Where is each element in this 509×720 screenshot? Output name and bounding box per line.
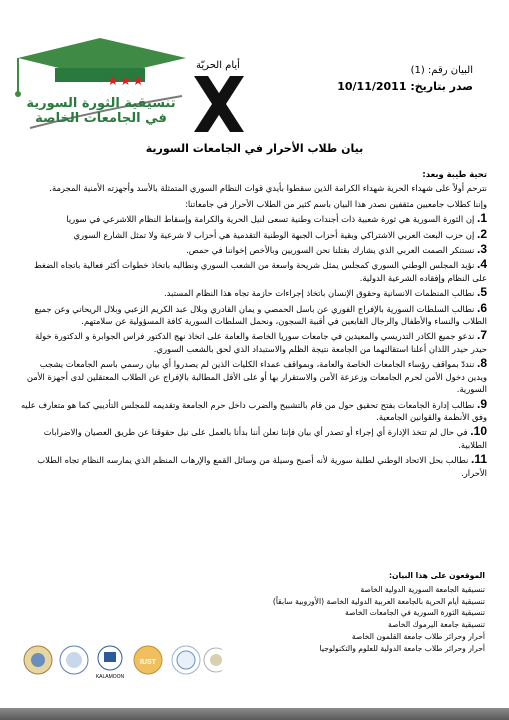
bottom-bar [0,708,509,720]
org-name [20,96,182,126]
demand-text: إن الثورة السورية هي ثورة شعبية ذات أجندات وطنية تسعى لنيل الحرية والكرامة وإسقاط النظام اللاشرعي في سوريا [66,214,475,225]
freedom-x-icon [194,76,244,132]
document-title: بيان طلاب الأحرار في الجامعات السورية [145,142,364,155]
logo-kalamoon-text: KALAMOON [95,674,125,680]
demand-text: نستنكر الصمت العربي الذي يشارك بقتلنا نحن السوريين وبالأخص إخواننا في حمص. [186,245,475,256]
logo-5-icon [172,646,200,674]
demand-item [20,302,487,328]
intro-paragraph-2: وإننا كطلاب جامعيين مثقفين نصدر هذا البيان باسم كثير من الطلاب الأحرار في جامعاتنا: [185,198,487,209]
demand-item [20,357,487,395]
logo-6-icon [204,648,222,672]
demand-text: ننددّ بمواقف رؤساء الجامعات الخاصة والعامة، وبمواقف عمداء الكليات الذين لم يصدروا أي بيان رسمي باسم الجامعات يشجب ويدين دخول الأمن لحرم الجامعات وزعزعة الأمن والاستقرار بها أو على الأقل المطالبة بالإفراج عن الطلاب المعتقلين لدى أجهزة الأمن السورية. [26,359,487,395]
demand-item [20,425,487,451]
demand-number: 5. [476,285,487,300]
signatories [273,570,485,655]
partner-logos [22,640,222,680]
signatory-line: تنسيقية جامعة اليرموك الخاصة [387,620,485,630]
signatory-line: تنسيقية الثورة السورية في الجامعات الخاصة [345,608,485,618]
signatory-line: تنسيقية الجامعة السورية الدولية الخاصة [360,584,485,594]
days-of-freedom-label: أيام الحريّة [196,60,240,71]
statement-meta [337,63,473,96]
greeting: تحية طيبة وبعد: [422,169,487,179]
demand-number: 9. [476,396,487,411]
demand-item [20,228,487,241]
org-name-line1: تنسيقية الثورة السورية [26,96,176,111]
demand-text: نطالب المنظمات الانسانية وحقوق الإنسان باتخاذ إجراءات حازمة تجاه هذا النظام المستبد. [164,288,475,299]
demand-number: 4. [476,257,487,272]
stars-icon: ★★★ [107,74,145,89]
statement-number: البيان رقم: (1) [410,65,473,76]
demand-text: نطالب السلطات السورية بالإفراج الفوري عن باسل الحمصي و يمان القادري وبلال عبد الكريم الزعبي وبلال الريحاني وعن جميع الطلاب والنساء والأطفال والرجال القابعين في أقبية السجون، ونحمل السلطات السورية كافة المسؤولية عن سلامتهم. [34,303,487,327]
demand-item [20,258,487,284]
demand-text: في حال لم تتخذ الإدارة أي إجراء أو تصدر أي بيان فإننا نعلن أننا بدأنا بالعمل على نيل حقوقنا عن طريق العصيان والاضرابات الطلابية. [43,427,487,450]
demand-number: 11. [470,452,487,467]
statement-body [20,168,487,479]
logo-iust-text: IUST [140,659,156,666]
demand-number: 6. [476,300,487,315]
demand-item [20,212,487,225]
signatory-line: أحرار وحرائر طلاب جامعة الدولية للعلوم والتكنولوجيا [319,643,485,653]
demand-number: 7. [476,328,487,343]
demand-text: نطالب بحل الاتحاد الوطني لطلبة سورية لأنه أصبح وسيلة من وسائل القمع والإرهاب المنظم الذي يمارسه النظام تجاه الطلاب الأحرار. [37,455,487,478]
demand-item [20,243,487,256]
signatory-line: تنسيقية أيام الحرية بالجامعة العربية الدولية الخاصة (الأوروبية سابقاً) [272,596,485,606]
demand-text: نطالب إدارة الجامعات بفتح تحقيق حول من قام بالتشبيح والضرب داخل حرم الجامعة وتقديمه للمجلس التأديبي كما هو متعارف عليه وفق الأنظمة والقوانين الجامعية. [20,399,487,422]
issue-date: صدر بتاريخ: 10/11/2011 [337,80,473,93]
demand-text: إن حزب البعث العربي الاشتراكي وبقية أحزاب الجبهة الوطنية التقدمية هي أحزاب لا شرعية ولا تمثل الشارع السوري [73,229,475,240]
signatories-list [273,584,485,655]
logo-2-icon [60,646,88,674]
demand-item [20,398,487,424]
intro-paragraph: نترحم أولاً على شهداء الحرية شهداء الكرامة الذين سقطوا بأيدي قوات النظام السوري المتمثلة بالأسد وأجهزته الأمنية المجرمة. [49,183,487,194]
logo-kalamoon-icon [96,646,125,680]
demands-list [20,212,487,479]
demand-number: 3. [476,242,487,257]
signatories-heading: الموقعون على هذا البيان: [389,571,485,580]
demand-number: 8. [476,356,487,371]
demand-text: ندعو جميع الكادر التدريسي والمعيدين في جامعات سوريا الخاصة والعامة على اتخاذ نهج الدكتور فراس الجوابرة و الدكتورة خولة حيدر حيدر اللذان أعلنا استقالتهما من الجامعة نتيجة الظلم والاستبداد الذي لحق بالشعب السوري. [35,331,487,354]
demand-number: 10. [470,424,487,439]
demand-item [20,329,487,355]
demand-item [20,453,487,479]
demand-text: نؤيد المجلس الوطني السوري كمجلس يمثل شريحة واسعة من الشعب السوري ونطالبه باتخاذ خطوات أكثر فعالية باتجاه الضغط على النظام وإفقاده الشرعية الدولية. [33,260,487,283]
demand-number: 1. [476,211,487,226]
demand-number: 2. [476,226,487,241]
logo-iust-icon [134,646,162,674]
org-name-line2: في الجامعات الخاصة [35,111,167,126]
logo-1-icon [24,646,52,674]
demand-item [20,286,487,299]
signatory-line: أحرار وحرائر طلاب جامعة القلمون الخاصة [351,631,485,641]
